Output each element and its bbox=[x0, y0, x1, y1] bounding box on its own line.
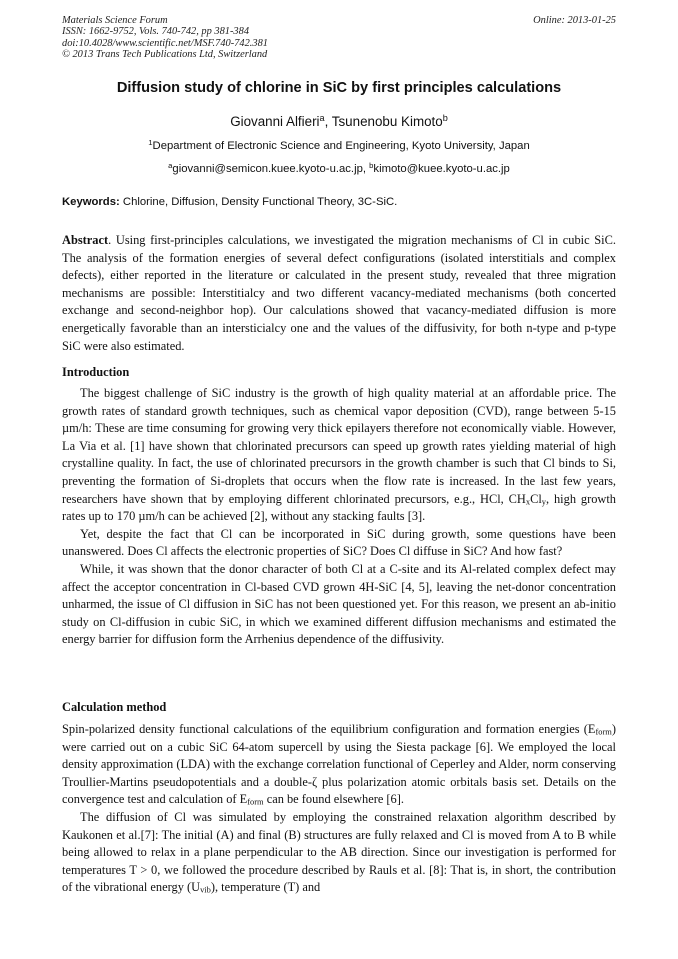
journal-name: Materials Science Forum bbox=[62, 15, 168, 26]
paragraph-text: can be found elsewhere [6]. bbox=[263, 792, 404, 807]
email-link: kimoto@kuee.kyoto-u.ac.jp bbox=[373, 163, 510, 175]
author-sup: b bbox=[442, 113, 448, 123]
author-name: Tsunenobu Kimoto bbox=[331, 114, 443, 129]
author-separator: , bbox=[324, 114, 332, 129]
keywords bbox=[62, 196, 616, 208]
author-name: Giovanni Alfieri bbox=[230, 114, 320, 129]
journal-header bbox=[62, 15, 616, 60]
subscript: x bbox=[525, 496, 531, 507]
paragraph bbox=[62, 721, 616, 809]
subscript: form bbox=[247, 797, 264, 808]
paragraph bbox=[62, 385, 616, 526]
paragraph-text: Cl bbox=[530, 491, 542, 506]
paragraph-text: , high growth rates up to 170 µm/h can be achieved [2], without any stacking faults [3]. bbox=[62, 491, 616, 524]
online-date: Online: 2013-01-25 bbox=[533, 15, 616, 26]
author-sup: a bbox=[319, 113, 325, 123]
section-heading-calculation-method: Calculation method bbox=[62, 700, 167, 714]
calculation-body bbox=[62, 721, 616, 897]
email-link: giovanni@semicon.kuee.kyoto-u.ac.jp, bbox=[172, 163, 370, 175]
paragraph-text: The biggest challenge of SiC industry is the growth of high quality material at an affordable price. The growth rates of standard growth techniques, such as chemical vapor deposition (CVD), range between 5-15 µm/h: These are time consuming for growing very thick epilayers therefore not economically viable. However, La Via et al. [1] have shown that chlorinated precursors can speed up growth rates yielding material of high crystalline quality. In fact, the use of chlorinated precursors in the growth chamber is such that Cl binds to Si, preventing the formation of Si-droplets that occurs when the flow rate is increased. In the last few years, researchers have shown that by employing different chlorinated precursors, e.g., HCl, CH bbox=[62, 386, 616, 506]
paragraph-text: Spin-polarized density functional calculations of the equilibrium configuration and formation energies (E bbox=[62, 722, 596, 736]
journal-issn: ISSN: 1662-9752, Vols. 740-742, pp 381-384 bbox=[62, 26, 250, 38]
journal-copyright: © 2013 Trans Tech Publications Ltd, Switzerland bbox=[62, 48, 268, 60]
abstract-text: . Using first-principles calculations, we investigated the migration mechanisms of Cl in cubic SiC. The analysis of the formation energies of several defect configurations (isolated interstitials and complex defects), either reported in the literature or calculated in the present study, revealed that three migration mechanisms are possible: Interstitialcy and two different vacancy-mediated mechanisms (both concerted exchange and second-neighbor hop). Our calculations showed that vacancy-mediated diffusion is more energetically favorable than an intersticialcy one and the values of the diffusivity, for both n-type and p-type SiC were also estimated. bbox=[62, 233, 616, 353]
affiliation bbox=[62, 137, 616, 152]
email-sup: b bbox=[369, 160, 374, 170]
journal-doi: doi:10.4028/www.scientific.net/MSF.740-742.381 bbox=[62, 37, 268, 49]
abstract bbox=[62, 232, 616, 355]
introduction-body bbox=[62, 385, 616, 649]
subscript: form bbox=[595, 726, 612, 737]
paragraph: Yet, despite the fact that Cl can be incorporated in SiC during growth, some questions have been unanswered. Does Cl affects the electronic properties of SiC? Does Cl diffuse in SiC? And how fast? bbox=[62, 526, 616, 559]
paragraph bbox=[62, 809, 616, 897]
keywords-label: Keywords: bbox=[62, 196, 120, 208]
subscript: vib bbox=[200, 885, 211, 896]
paragraph: While, it was shown that the donor character of both Cl at a C-site and its Al-related complex defect may affect the acceptor concentration in Cl-based CVD grown 4H-SiC [4, 5], leaving the net-donor concentration unharmed, the issue of Cl diffusion in SiC has not been questioned yet. For this reason, we present an ab-initio study on Cl-diffusion in cubic SiC, in which we examined different diffusion mechanisms and estimated the energy barrier for diffusion form the Arrhenius dependence of the diffusivity. bbox=[62, 561, 616, 647]
paragraph-text: The diffusion of Cl was simulated by employing the constrained relaxation algorithm described by Kaukonen et al.[7]: The initial (A) and final (B) structures are fully relaxed and Cl is moved from A to B while being allowed to relax in a plane perpendicular to the AB direction. Since our investigation is performed for temperatures T > 0, we followed the procedure described by Rauls et al. [8]: That is, in short, the contribution of the vibrational energy (U bbox=[62, 809, 616, 895]
email-sup: a bbox=[168, 160, 173, 170]
paper-title: Diffusion study of chlorine in SiC by first principles calculations bbox=[116, 80, 562, 96]
author-emails bbox=[62, 160, 616, 175]
paragraph-text: ), temperature (T) and bbox=[210, 880, 321, 895]
paragraph-text: ) were carried out on a cubic SiC 64-atom supercell by using the Siesta package [6]. We employed the local density approximation (LDA) with the exchange correlation functional of Ceperley and Alder, norm conserving Troullier-Martins pseudopotentials and a double-ζ plus polarization atomic orbitals basis set. Details on the convergence test and calculation of E bbox=[62, 722, 616, 807]
affiliation-text: Department of Electronic Science and Engineering, Kyoto University, Japan bbox=[152, 140, 530, 152]
section-heading-introduction: Introduction bbox=[62, 365, 130, 379]
subscript: y bbox=[541, 496, 547, 507]
keywords-text: Chlorine, Diffusion, Density Functional Theory, 3C-SiC. bbox=[119, 196, 398, 208]
author-list bbox=[62, 114, 616, 129]
abstract-label: Abstract bbox=[62, 233, 109, 247]
affiliation-sup: 1 bbox=[148, 137, 153, 147]
